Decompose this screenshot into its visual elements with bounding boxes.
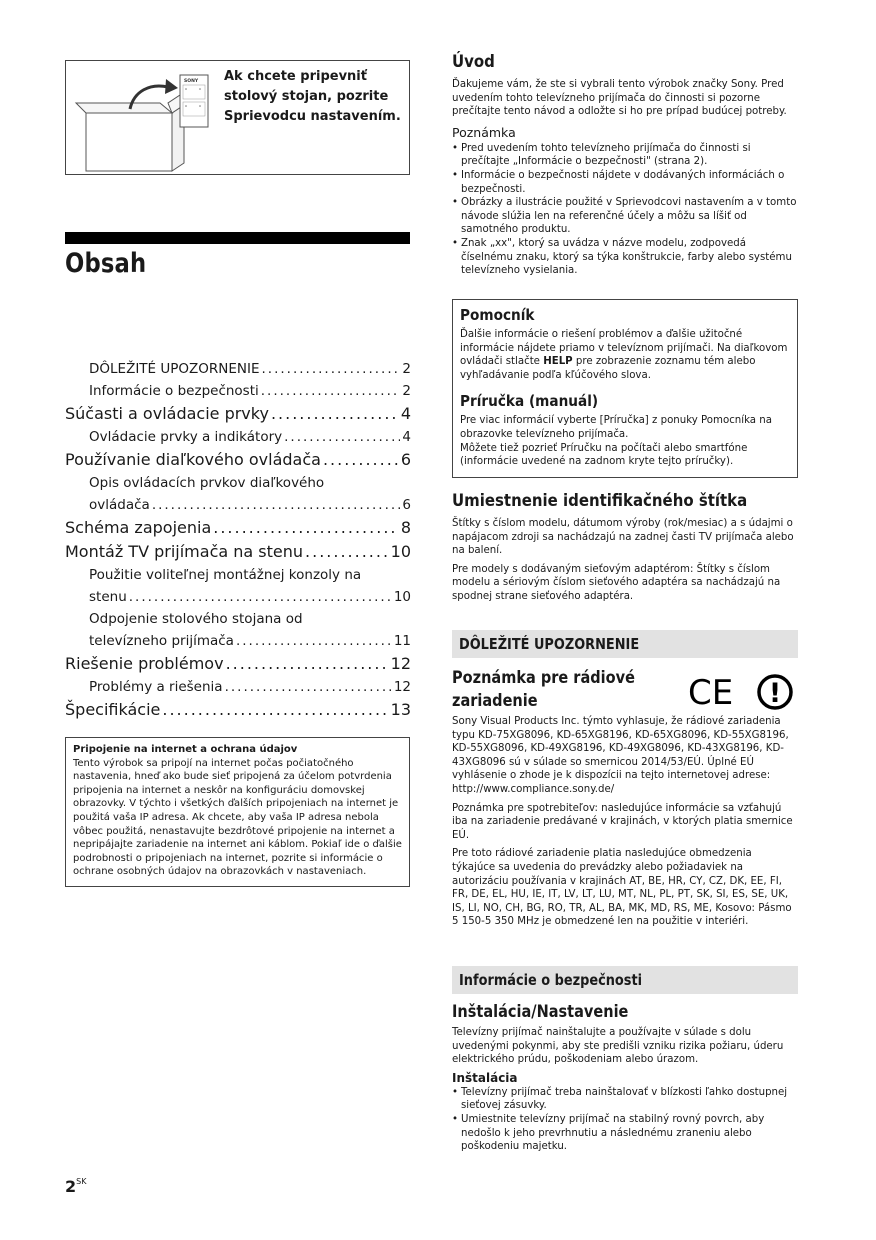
label-text-1: Štítky s číslom modelu, dátumom výroby (rok/mesiac) a s údajmi o napájacom zdroji sa nachádzajú na zadnej časti TV prijímača alebo na balení. [452,518,794,557]
toc-leader-dots [129,586,392,608]
intro-section [452,52,798,278]
pomocnik-text-part: pre zobrazenie zoznamu tém alebo vyhľadávanie podľa kľúčového slova. [460,356,756,381]
list-item: • Obrázky a ilustrácie použité v Sprievodcovi nastavením a v tomto návode slúžia len na referenčné účely a môžu sa líšiť od samotného produktu. [452,196,798,237]
label-section [452,491,798,604]
manual-title: Príručka (manuál) [460,392,599,411]
toc-entry-page: 4 [400,404,411,423]
toc-entry-page: 11 [393,633,411,649]
toc-entry-label: DÔLEŽITÉ UPOZORNENIE [89,361,260,377]
table-of-contents [65,358,411,722]
toc-entry-label: Opis ovládacích prvkov diaľkového [89,475,325,491]
toc-leader-dots [152,494,401,516]
note-title: Poznámka [452,124,516,140]
manual-text-1: Pre viac informácií vyberte [Príručka] z ponuky Pomocníka na obrazovke televízneho prijímača. [460,415,772,440]
toc-entry [65,494,411,516]
installation-subtitle: Inštalácia [452,1070,518,1085]
toc-entry-label: televízneho prijímača [89,633,234,649]
internet-privacy-heading: Pripojenie na internet a ochrana údajov [73,744,298,755]
toc-entry-page: 13 [390,700,411,719]
toc-divider-bar [65,232,410,244]
intro-title: Úvod [452,52,495,72]
installation-title: Inštalácia/Nastavenie [452,1002,629,1021]
help-key-label: HELP [543,356,573,368]
left-column [65,60,411,878]
list-item: • Informácie o bezpečnosti nájdete v dodávaných informáciách o bezpečnosti. [452,169,798,196]
consumer-note: Poznámka pre spotrebiteľov: nasledujúce informácie sa vzťahujú iba na zariadenie predávané v krajinách, v ktorých platia smernice EÚ. [452,802,793,841]
toc-entry [65,380,411,402]
list-item: • Umiestnite televízny prijímač na stabilný rovný povrch, aby nedošlo k jeho prevrhnutiu a následnému zraneniu alebo poškodeniu majetku. [452,1113,798,1154]
toc-entry-label: Používanie diaľkového ovládača [65,450,321,469]
radio-title-line: zariadenie [452,691,538,710]
stand-info-text: Ak chcete pripevniť stolový stojan, pozrite Sprievodcu nastavením. [224,69,401,124]
toc-entry-label: Špecifikácie [65,700,161,719]
toc-leader-dots [226,652,389,676]
toc-entry-label: Schéma zapojenia [65,518,212,537]
toc-leader-dots [236,630,392,652]
important-section [452,630,798,929]
safety-section [452,966,798,1154]
toc-entry-label: Problémy a riešenia [89,679,223,695]
toc-leader-dots [162,698,388,722]
toc-entry-page: 8 [400,518,411,537]
toc-leader-dots [262,358,401,380]
toc-leader-dots [261,380,401,402]
page-number [65,1177,86,1196]
toc-entry-page: 4 [402,429,411,445]
installation-list [452,1086,798,1154]
ce-mark-icon [688,674,734,708]
toc-entry-label: ovládača [89,497,150,513]
internet-privacy-text: Tento výrobok sa pripojí na internet počas počiatočného nastavenia, hneď ako bude sieť pripojená za účelom potvrdenia pripojenia na internet a neskôr na konfiguráciu domovskej obrazovky. V týchto i všetkých ďalších pripojeniach na internet je použitá vaša IP adresa. Ak chcete, aby vaša IP adresa nebola vôbec použitá, nenastavujte bezdrôtové pripojenie na internet a nepripájajte zariadenie na internet ani káblom. Pokiaľ ide o ďalšie podrobnosti o pripojeniach na internet, pozrite si informácie o ochrane osobných údajov na obrazovkách v nastaveniach. [73,757,402,878]
radio-title-line: Poznámka pre rádiové [452,668,635,687]
toc-entry-label: Odpojenie stolového stojana od [89,611,303,627]
toc-entry-page: 12 [390,654,411,673]
radio-restrictions: Pre toto rádiové zariadenie platia nasledujúce obmedzenia týkajúce sa uvedenia do prevádzky alebo požiadaviek na autorizáciu používania v krajinách AT, BE, HR, CY, CZ, DK, EE, FI, FR, DE, EL, HU, IE, IT, LV, LT, LU, MT, NL, PL, PT, SK, SI, ES, SE, UK, IS, LI, NO, CH, BG, RO, TR, AL, BA, MK, MD, RS, ME, Kosovo: Pásmo 5 150-5 350 MHz je obmedzené len na použitie v interiéri. [452,848,792,928]
toc-entry-label: Súčasti a ovládacie prvky [65,404,269,423]
stand-guide-illustration-icon [72,67,222,172]
toc-entry [65,564,411,586]
toc-entry-page: 6 [402,497,411,513]
toc-entry [65,652,411,676]
toc-entry [65,586,411,608]
toc-entry-page: 6 [400,450,411,469]
toc-entry [65,472,411,494]
toc-entry-label: Použitie voliteľnej montážnej konzoly na [89,567,362,583]
toc-entry [65,608,411,630]
page-number-value: 2 [65,1177,77,1196]
manual-text-2: Môžete tiež pozrieť Príručku na počítači alebo smartfóne (informácie uvedené na zadnom kryte tejto príručky). [460,442,748,468]
toc-leader-dots [271,402,399,426]
toc-leader-dots [213,516,399,540]
page-lang-code: SK [76,1177,87,1186]
label-text-2: Pre modely s dodávaným sieťovým adaptérom: Štítky s číslom modelu a sériovým číslom sieťového adaptéra sa nachádzajú na spodnej strane sieťového adaptéra. [452,563,781,602]
toc-entry-page: 10 [390,542,411,561]
toc-entry [65,630,411,652]
radio-declaration: Sony Visual Products Inc. týmto vyhlasuje, že rádiové zariadenia typu KD-75XG8096, KD-65XG8196, KD-65XG8096, KD-55XG8196, KD-55XG8096, KD-49XG8196, KD-49XG8096, KD-43XG8196, KD-43XG8096 sú v súlade so smernicou 2014/53/EÚ. Úplné EÚ vyhlásenie o zhode je k dispozícii na tejto internetovej adrese: http://www.compliance.sony.de/ [452,716,789,795]
alert-sign-text: ! [768,678,782,709]
toc-entry-label: Informácie o bezpečnosti [89,383,259,399]
toc-entry-label: Montáž TV prijímača na stenu [65,542,304,561]
toc-entry [65,676,411,698]
toc-entry [65,448,411,472]
toc-leader-dots [284,426,400,448]
list-item: • Televízny prijímač treba nainštalovať v blízkosti ľahko dostupnej sieťovej zásuvky. [452,1086,798,1113]
toc-leader-dots [225,676,392,698]
toc-entry [65,698,411,722]
alert-sign-icon [756,673,794,711]
toc-entry-page: 2 [402,361,411,377]
pomocnik-title: Pomocník [460,306,535,324]
label-title: Umiestnenie identifikačného štítka [452,491,748,511]
toc-entry-page: 12 [393,679,411,695]
toc-leader-dots [305,540,389,564]
toc-entry-label: Riešenie problémov [65,654,224,673]
toc-entry [65,426,411,448]
toc-entry [65,358,411,380]
note-list [452,142,798,278]
list-item: • Znak „xx", ktorý sa uvádza v názve modelu, zodpovedá číselnému znaku, ktorý sa týka konštrukcie, farby alebo systému televízneho vysielania. [452,237,798,278]
toc-entry [65,540,411,564]
help-box [452,299,798,478]
installation-text: Televízny prijímač nainštalujte a používajte v súlade s dolu uvedenými pokynmi, aby ste predišli vzniku rizika požiaru, úderu elektrického prúdu, poškodeniam alebo úrazom. [452,1027,784,1066]
sony-logo-text: SONY [184,79,199,84]
toc-entry [65,516,411,540]
list-item: • Pred uvedením tohto televízneho prijímača do činnosti si prečítajte „Informácie o bezpečnosti" (strana 2). [452,142,798,169]
toc-entry-page: 2 [402,383,411,399]
toc-entry [65,402,411,426]
internet-privacy-box [65,737,410,887]
safety-bar-title: Informácie o bezpečnosti [459,971,643,989]
pomocnik-text [460,328,790,382]
toc-entry-label: Ovládacie prvky a indikátory [89,429,283,445]
important-bar-title: DÔLEŽITÉ UPOZORNENIE [459,635,640,653]
safety-bar [452,966,798,994]
toc-leader-dots [323,448,399,472]
pomocnik-text-part: Ďalšie informácie o riešení problémov a ďalšie užitočné informácie nájdete priamo v televíznom prijímači. Na diaľkovom ovládači stlačte [460,329,788,368]
toc-entry-page: 10 [393,589,411,605]
intro-text: Ďakujeme vám, že ste si vybrali tento výrobok značky Sony. Pred uvedením tohto televízneho prijímača do činnosti si pozorne prečítajte tento návod a odložte si ho pre prípad budúcej potreby. [452,79,787,118]
ce-mark-text: CE [688,674,734,708]
important-bar [452,630,798,658]
toc-title: Obsah [65,248,147,279]
toc-entry-label: stenu [89,589,127,605]
stand-info-box [65,60,410,175]
